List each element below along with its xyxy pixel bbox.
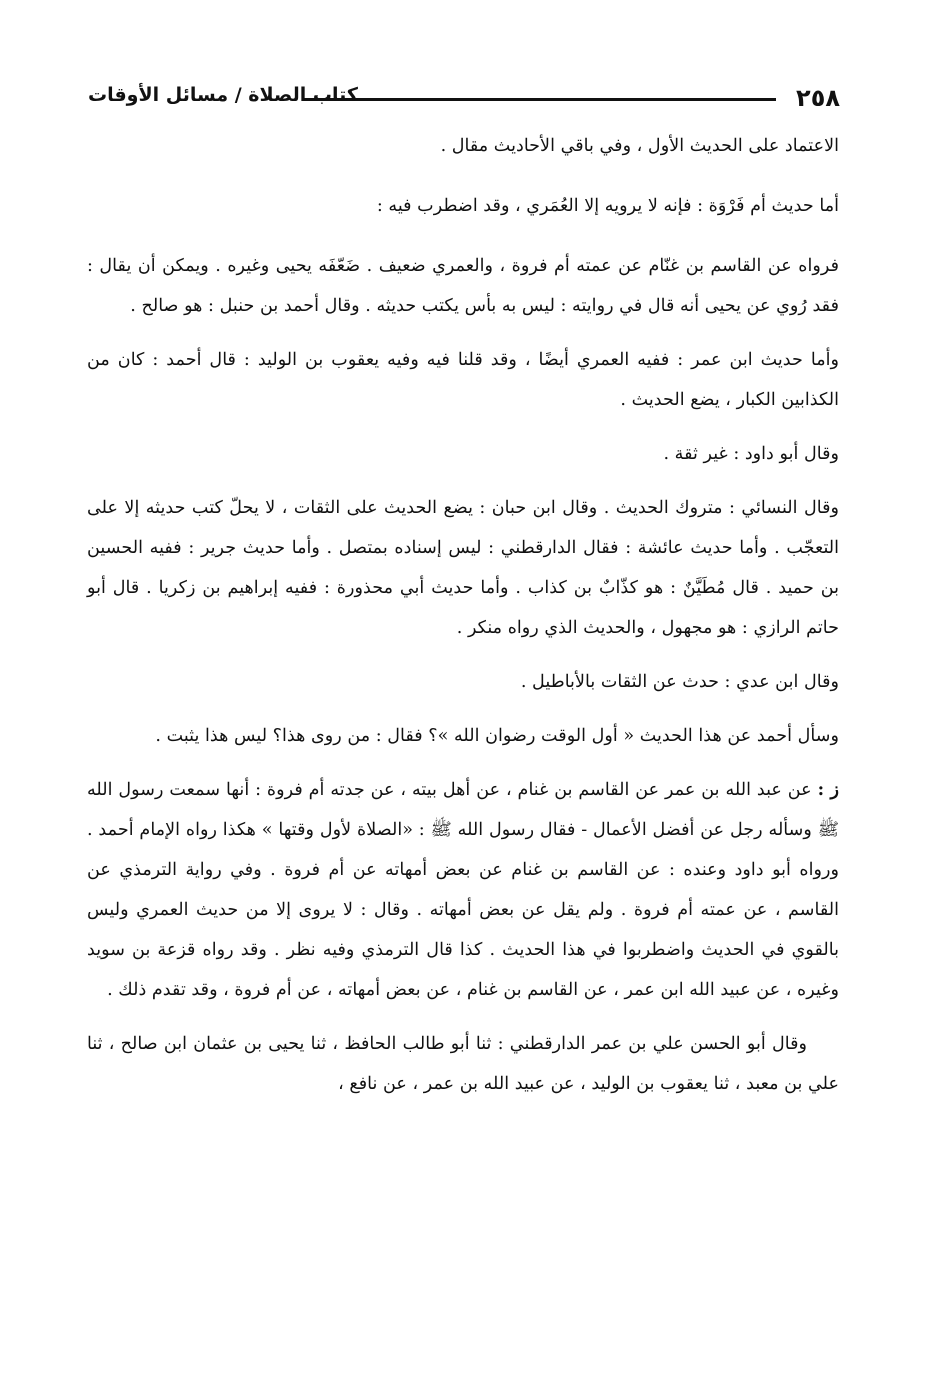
paragraph-3: فرواه عن القاسم بن غنّام عن عمته أم فروة ، والعمري ضعيف . ضَعّفَه يحيى وغيره . ويمكن أن يقال : فقد رُوي عن يحيى أنه قال في روايته : ليس به بأس يكتب حديثه . وقال أحمد بن حنبل : هو صالح . xyxy=(87,256,839,316)
paragraph-10: وقال أبو الحسن علي بن عمر الدارقطني : ثنا أبو طالب الحافظ ، ثنا يحيى بن عثمان ابن صالح ، ثنا علي بن معبد ، ثنا يعقوب بن الوليد ، عن عبيد الله بن عمر ، عن نافع ، xyxy=(87,1034,839,1094)
page-header xyxy=(88,80,840,120)
paragraph-7: وقال ابن عدي : حدث عن الثقات بالأباطيل . xyxy=(520,672,839,692)
paragraph-5: وقال أبو داود : غير ثقة . xyxy=(663,444,839,464)
running-title: كتاب الصلاة / مسائل الأوقات xyxy=(88,84,358,106)
page-number: ٢٥٨ xyxy=(796,84,840,112)
reference-text: عن عبد الله بن عمر عن القاسم بن غنام ، عن أهل بيته ، عن جدته أم فروة : أنها سمعت رسول الله ﷺ وسأله رجل عن أفضل الأعمال - فقال رسول الله ﷺ : «الصلاة لأول وقتها » هكذا رواه الإمام أحمد . ورواه أبو داود وعنده : عن القاسم بن غنام عن بعض أمهاته عن أم فروة . وفي رواية الترمذي عن القاسم ، عن عمته أم فروة . ولم يقل عن بعض أمهاته . وقال : لا يروى إلا من حديث العمري وليس بالقوي في الحديث واضطربوا في هذا الحديث . كذا قال الترمذي وفيه نظر . وقد رواه قزعة بن سويد وغيره ، عن عبيد الله ابن عمر ، عن القاسم بن غنام ، عن بعض أمهاته ، عن أم فروة ، وقد تقدم ذلك . xyxy=(87,780,839,1000)
paragraph-6: وقال النسائي : متروك الحديث . وقال ابن حبان : يضع الحديث على الثقات ، لا يحلّ كتب حديثه إلا على التعجّب . وأما حديث عائشة : فقال الدارقطني : ليس إسناده بمتصل . وأما حديث جرير : ففيه الحسين بن حميد . قال مُطَيَّنٌ : هو كذّابٌ بن كذاب . وأما حديث أبي محذورة : ففيه إبراهيم بن زكريا . قال أبو حاتم الرازي : هو مجهول ، والحديث الذي رواه منكر . xyxy=(87,498,839,638)
header-rule xyxy=(302,98,776,101)
paragraph-2: أما حديث أم فَرْوَة : فإنه لا يرويه إلا العُمَري ، وقد اضطرب فيه : xyxy=(376,196,839,216)
body-text xyxy=(87,126,839,1104)
paragraph-8: وسأل أحمد عن هذا الحديث « أول الوقت رضوان الله »؟ فقال : من روى هذا؟ ليس هذا يثبت . xyxy=(155,726,839,746)
paragraph-1: الاعتماد على الحديث الأول ، وفي باقي الأحاديث مقال . xyxy=(440,136,839,156)
paragraph-4: وأما حديث ابن عمر : ففيه العمري أيضًا ، وقد قلنا فيه وفيه يعقوب بن الوليد : قال أحمد : كان من الكذابين الكبار ، يضع الحديث . xyxy=(87,350,839,410)
reference-marker: ز : xyxy=(817,779,839,800)
reference-paragraph xyxy=(87,770,839,1010)
